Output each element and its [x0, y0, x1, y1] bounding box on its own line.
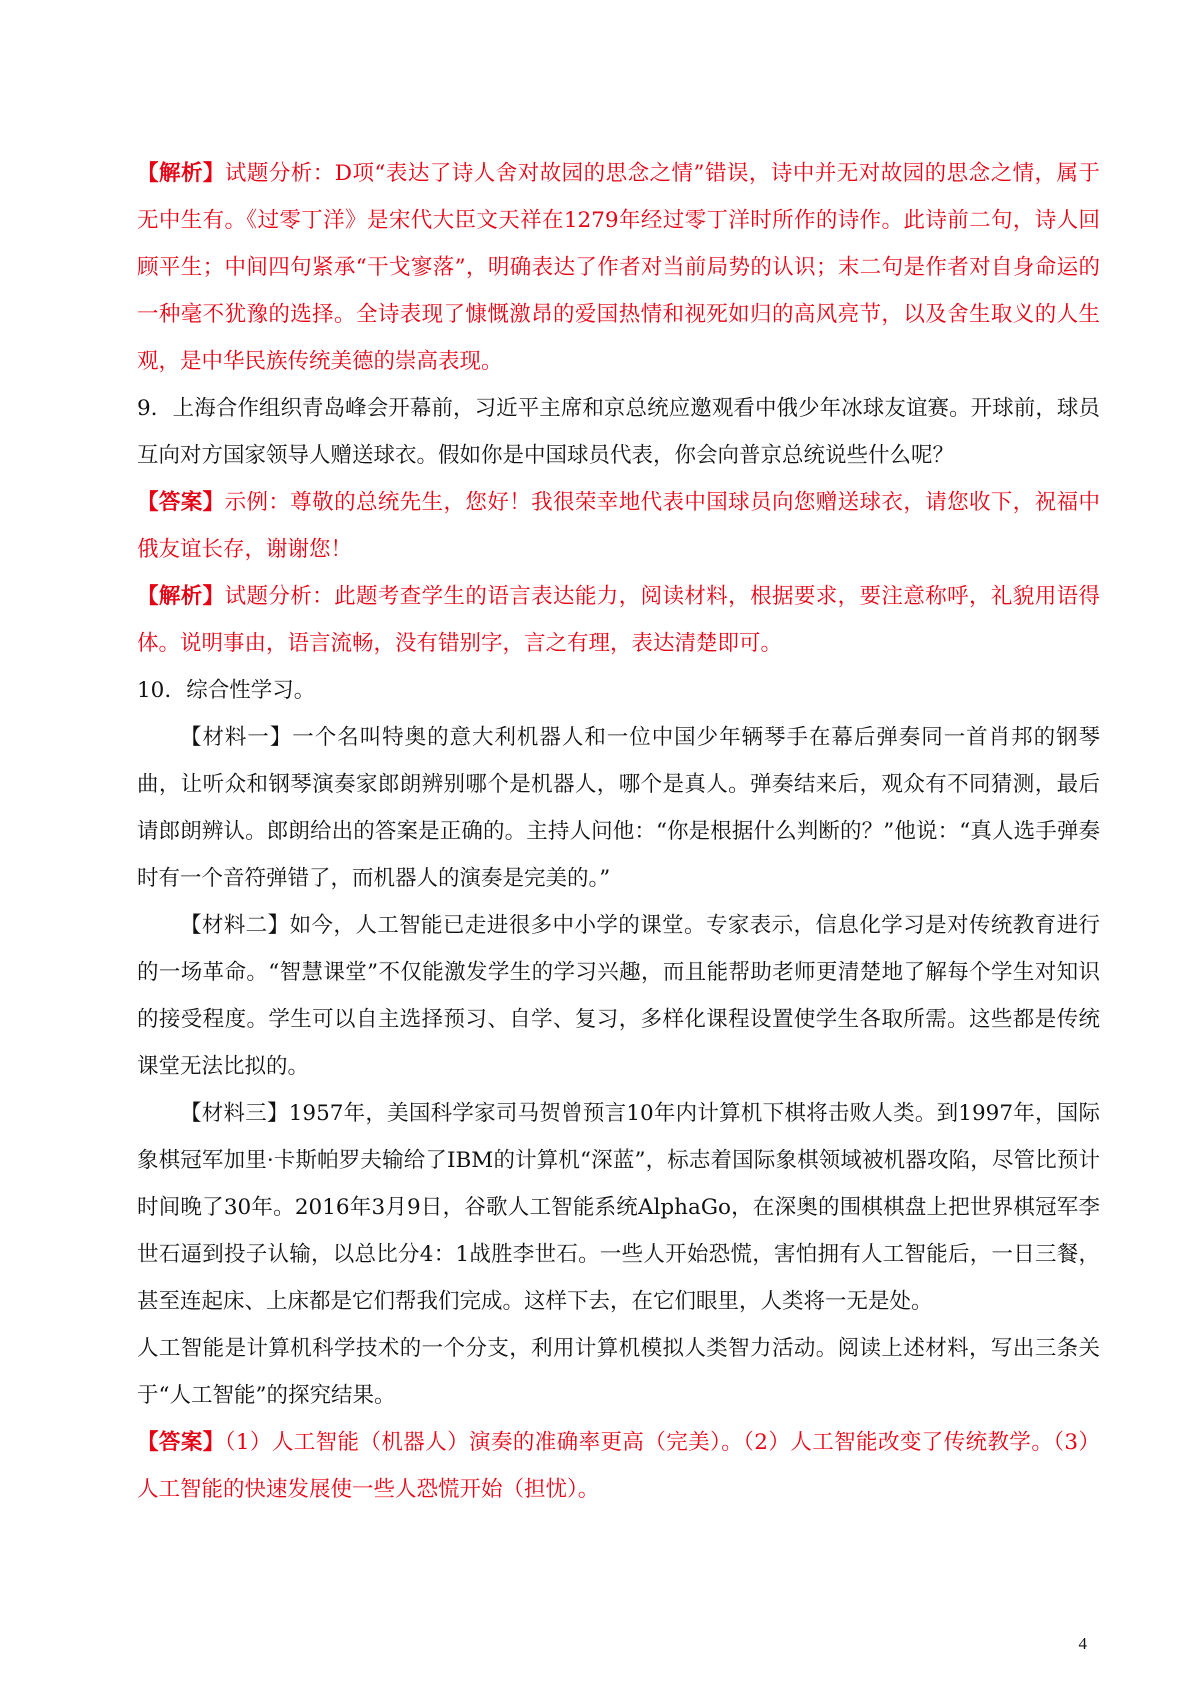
analysis-text: 试题分析：D项“表达了诗人舍对故园的思念之情”错误，诗中并无对故园的思念之情，属于无中生有。《过零丁洋》是宋代大臣文天祥在1279年经过零丁洋时所作的诗作。此诗前二句，诗人回顾平生；中间四句紧承“干戈寥落”，明确表达了作者对当前局势的认识；末二句是作者对自身命运的一种毫不犹豫的选择。全诗表现了慷慨激昂的爱国热情和视死如归的高风亮节，以及舍生取义的人生观，是中华民族传统美德的崇高表现。 — [137, 161, 1100, 374]
answer-tag: 【答案】 — [137, 490, 225, 515]
q8-analysis — [137, 150, 1100, 385]
analysis-text: 试题分析：此题考查学生的语言表达能力，阅读材料，根据要求，要注意称呼，礼貌用语得体。说明事由，语言流畅，没有错别字，言之有理，表达清楚即可。 — [137, 584, 1100, 656]
analysis-tag: 【解析】 — [137, 161, 225, 186]
answer-text: （1）人工智能（机器人）演奏的准确率更高（完美）。（2）人工智能改变了传统教学。（3）人工智能的快速发展使一些人恐慌开始（担忧）。 — [137, 1430, 1100, 1502]
analysis-tag: 【解析】 — [137, 584, 225, 609]
answer-tag: 【答案】 — [137, 1430, 225, 1455]
q10-answer — [137, 1419, 1100, 1513]
question-title: 综合性学习。 — [186, 678, 316, 703]
answer-text: 示例：尊敬的总统先生，您好！我很荣幸地代表中国球员向您赠送球衣，请您收下，祝福中俄友谊长存，谢谢您！ — [137, 490, 1100, 562]
material-three: 【材料三】1957年，美国科学家司马贺曾预言10年内计算机下棋将击败人类。到1997年，国际象棋冠军加里·卡斯帕罗夫输给了IBM的计算机“深蓝”，标志着国际象棋领域被机器攻陷，尽管比预计时间晚了30年。2016年3月9日，谷歌人工智能系统AlphaGo，在深奥的围棋棋盘上把世界棋冠军李世石逼到投子认输，以总比分4：1战胜李世石。一些人开始恐慌，害怕拥有人工智能后，一日三餐，甚至连起床、上床都是它们帮我们完成。这样下去，在它们眼里，人类将一无是处。 — [137, 1101, 1100, 1314]
question-text: 上海合作组织青岛峰会开幕前，习近平主席和京总统应邀观看中俄少年冰球友谊赛。开球前，球员互向对方国家领导人赠送球衣。假如你是中国球员代表，你会向普京总统说些什么呢？ — [137, 396, 1100, 468]
material-one: 【材料一】一个名叫特奥的意大利机器人和一位中国少年辆琴手在幕后弹奏同一首肖邦的钢琴曲，让听众和钢琴演奏家郎朗辨别哪个是机器人，哪个是真人。弹奏结来后，观众有不同猜测，最后请郎朗辨认。郎朗给出的答案是正确的。主持人问他：“你是根据什么判断的？”他说：“真人选手弹奏时有一个音符弹错了，而机器人的演奏是完美的。” — [137, 725, 1100, 891]
q10-prompt: 人工智能是计算机科学技术的一个分支，利用计算机模拟人类智力活动。阅读上述材料，写出三条关于“人工智能”的探究结果。 — [137, 1336, 1100, 1408]
material-two: 【材料二】如今，人工智能已走进很多中小学的课堂。专家表示，信息化学习是对传统教育进行的一场革命。“智慧课堂”不仅能激发学生的学习兴趣，而且能帮助老师更清楚地了解每个学生对知识的接受程度。学生可以自主选择预习、自学、复习，多样化课程设置使学生各取所需。这些都是传统课堂无法比拟的。 — [137, 913, 1100, 1079]
q9-analysis — [137, 573, 1100, 667]
q9-question — [137, 385, 1100, 479]
document-page — [137, 150, 1100, 1513]
question-number: 9. — [137, 396, 158, 421]
question-number: 10. — [137, 678, 172, 703]
q9-answer — [137, 479, 1100, 573]
page-number: 4 — [1078, 1634, 1087, 1653]
q10-title — [137, 667, 1100, 714]
